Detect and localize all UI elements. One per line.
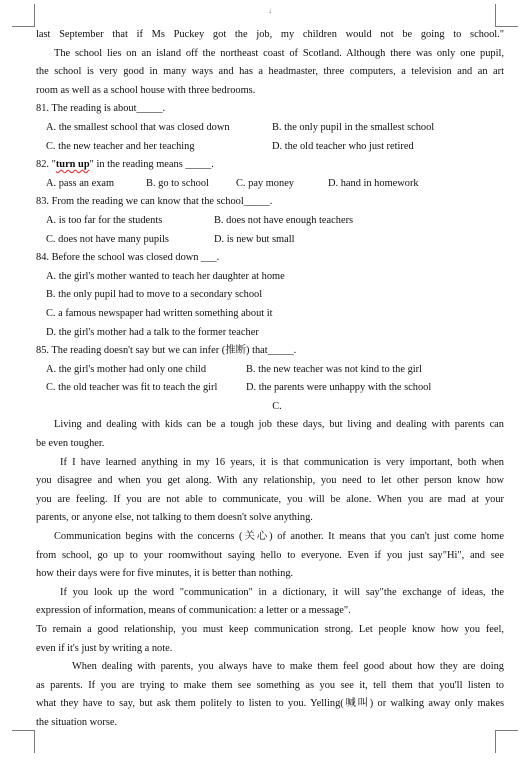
option-b: B. the only pupil in the smallest school xyxy=(272,121,435,133)
question-85-options-row1 xyxy=(36,361,504,380)
text-line: room as well as a school house with three bedrooms. xyxy=(36,84,256,96)
text-line: last September that if Ms Puckey got the job, my children would not be going to school." xyxy=(36,29,504,40)
corner-mark-top-left xyxy=(12,4,35,27)
text-line: from school, go up to your roomwithout saying hello to everyone. Even if you just say"Hi", and see xyxy=(36,549,504,561)
corner-mark-bottom-left xyxy=(12,730,35,753)
text-line: you are feeling. If you are not able to communicate, you will be alone. When you are mad at your xyxy=(36,493,504,505)
option-d: D. is new but small xyxy=(214,233,295,245)
option-c: C. pay money xyxy=(236,177,295,189)
option-d: D. hand in homework xyxy=(328,177,419,189)
text-line: the school is very good in many ways and has a headmaster, three computers, a television and an art xyxy=(36,66,504,78)
option-d: D. the girl's mother had a talk to the former teacher xyxy=(46,326,259,338)
question-82-stem xyxy=(36,156,504,175)
question-83-options-row2 xyxy=(36,231,504,250)
text-line: The school lies on an island off the northeast coast of Scotland. Although there was only one pupil, xyxy=(54,47,504,59)
question-81-stem: 81. The reading is about_____. xyxy=(36,103,166,115)
question-83-options-row1 xyxy=(36,212,504,231)
option-b: B. the only pupil had to move to a secondary school xyxy=(46,289,263,301)
text-line: as parents. If you are trying to make them see something as you see it, tell them that you'll listen to xyxy=(36,679,504,691)
text-line: how their days were for five minutes, it is better than nothing. xyxy=(36,568,294,580)
text-line: If you look up the word "communication" in a dictionary, it will say"the exchange of ideas, the xyxy=(60,586,504,598)
option-a: A. is too far for the students xyxy=(46,214,163,226)
answer-line: C. xyxy=(272,400,282,412)
text-line: Living and dealing with kids can be a tough job these days, but living and dealing with parents can xyxy=(54,419,504,431)
option-d: D. the parents were unhappy with the school xyxy=(246,382,432,394)
text-line: expression of information, means of communication: a letter or a message". xyxy=(36,605,351,617)
option-d: D. the old teacher who just retired xyxy=(272,140,414,152)
text-line: If I have learned anything in my 16 years, it is that communication is very important, both when xyxy=(60,456,504,468)
option-b: B. go to school xyxy=(146,177,209,189)
question-81-options-row2 xyxy=(36,138,504,157)
text-line: the situation worse. xyxy=(36,716,118,728)
corner-mark-top-right xyxy=(495,4,518,27)
text-line: be even tougher. xyxy=(36,438,105,450)
text-line: To remain a good relationship, you must keep communication strong. Let people know how you feel, xyxy=(36,624,504,635)
question-85-stem: 85. The reading doesn't say but we can infer (推断) that_____. xyxy=(36,345,297,357)
question-84-stem: 84. Before the school was closed down ___. xyxy=(36,252,220,264)
question-85-options-row2 xyxy=(36,379,504,398)
text-line: what they have to say, but ask them politely to listen to you. Yelling(喊叫) or walking away only makes xyxy=(36,698,504,710)
header-mark: ↓ xyxy=(268,6,272,15)
text-line: parents, or anyone else, not talking to them doesn't solve anything. xyxy=(36,512,313,524)
corner-mark-bottom-right xyxy=(495,730,518,753)
stem-prefix: 82. " xyxy=(36,159,56,171)
option-a: A. the girl's mother wanted to teach her daughter at home xyxy=(46,270,285,282)
option-a: A. the girl's mother had only one child xyxy=(46,363,207,375)
question-82-options xyxy=(36,175,504,194)
stem-bold-phrase: turn up xyxy=(55,159,90,171)
option-a: A. pass an exam xyxy=(46,177,115,189)
option-c: C. a famous newspaper had written something about it xyxy=(46,307,273,319)
option-c: C. does not have many pupils xyxy=(46,233,169,245)
text-line: you disagree and when you get along. With any relationship, you need to let other person know how xyxy=(36,475,504,487)
text-line: Communication begins with the concerns (关心) of another. It means that you can't just come home xyxy=(54,531,504,543)
option-c: C. the old teacher was fit to teach the girl xyxy=(46,382,218,394)
option-b: B. the new teacher was not kind to the girl xyxy=(246,363,423,375)
text-line: even if it's just by writing a note. xyxy=(36,642,173,654)
text-line: When dealing with parents, you always have to make them feel good about how they are doing xyxy=(72,661,504,673)
document-body[interactable] xyxy=(36,26,504,733)
stem-suffix: " in the reading means _____. xyxy=(89,159,214,171)
option-a: A. the smallest school that was closed down xyxy=(46,121,230,133)
option-c: C. the new teacher and her teaching xyxy=(46,140,195,152)
option-b: B. does not have enough teachers xyxy=(214,214,354,226)
question-81-options-row1 xyxy=(36,119,504,138)
question-83-stem: 83. From the reading we can know that the school_____. xyxy=(36,196,273,208)
